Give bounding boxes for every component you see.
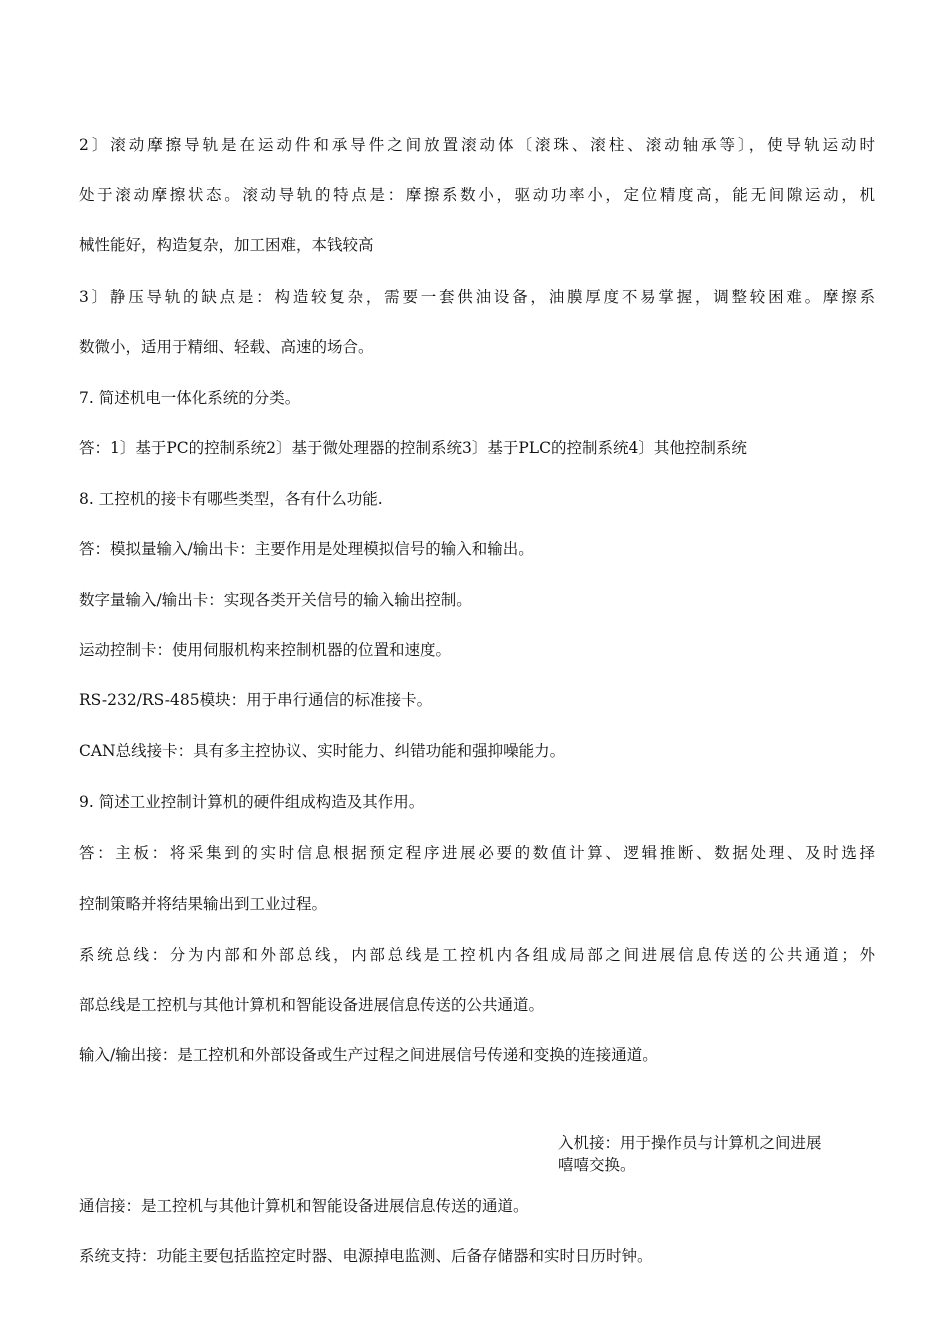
question-heading: 9. 简述工业控制计算机的硬件组成构造及其作用。 [79, 793, 425, 811]
paragraph-line: 输入/输出接：是工控机和外部设备或生产过程之间进展信号传递和变换的连接通道。 [79, 1046, 658, 1064]
side-note-line: 入机接：用于操作员与计算机之间进展 [558, 1134, 822, 1152]
answer-line: 答：模拟量输入/输出卡：主要作用是处理模拟信号的输入和输出。 [79, 540, 534, 558]
paragraph-line: 2〕滚动摩擦导轨是在运动件和承导件之间放置滚动体〔滚珠、滚柱、滚动轴承等〕，使导轨运动时 [79, 136, 875, 154]
question-heading: 7. 简述机电一体化系统的分类。 [79, 389, 301, 407]
paragraph-line: 处于滚动摩擦状态。滚动导轨的特点是：摩擦系数小，驱动功率小，定位精度高，能无间隙运动，机 [79, 186, 875, 204]
question-heading: 8. 工控机的接卡有哪些类型，各有什么功能. [79, 490, 383, 508]
answer-line: 答：主板：将采集到的实时信息根据预定程序进展必要的数值计算、逻辑推断、数据处理、及时选择 [79, 844, 875, 862]
paragraph-line: RS-232/RS-485模块：用于串行通信的标准接卡。 [79, 691, 433, 709]
paragraph-line: 运动控制卡：使用伺服机构来控制机器的位置和速度。 [79, 641, 452, 659]
paragraph-line: CAN总线接卡：具有多主控协议、实时能力、纠错功能和强抑噪能力。 [79, 742, 566, 760]
paragraph-line: 通信接：是工控机与其他计算机和智能设备进展信息传送的通道。 [79, 1197, 529, 1215]
paragraph-line: 控制策略并将结果输出到工业过程。 [79, 895, 328, 913]
paragraph-line: 系统支持：功能主要包括监控定时器、电源掉电监测、后备存储器和实时日历时钟。 [79, 1247, 653, 1265]
paragraph-line: 3〕静压导轨的缺点是：构造较复杂，需要一套供油设备，油膜厚度不易掌握，调整较困难。摩擦系 [79, 288, 875, 306]
paragraph-line: 数微小，适用于精细、轻载、高速的场合。 [79, 338, 374, 356]
answer-line: 答：1〕基于PC的控制系统2〕基于微处理器的控制系统3〕基于PLC的控制系统4〕其他控制系统 [79, 439, 747, 457]
paragraph-line: 系统总线：分为内部和外部总线，内部总线是工控机内各组成局部之间进展信息传送的公共通道；外 [79, 946, 875, 964]
paragraph-line: 数字量输入/输出卡：实现各类开关信号的输入输出控制。 [79, 591, 472, 609]
paragraph-line: 部总线是工控机与其他计算机和智能设备进展信息传送的公共通道。 [79, 996, 545, 1014]
side-note-line: 嘻嘻交换。 [558, 1156, 636, 1174]
paragraph-line: 械性能好，构造复杂，加工困难，本钱较高 [79, 236, 374, 254]
